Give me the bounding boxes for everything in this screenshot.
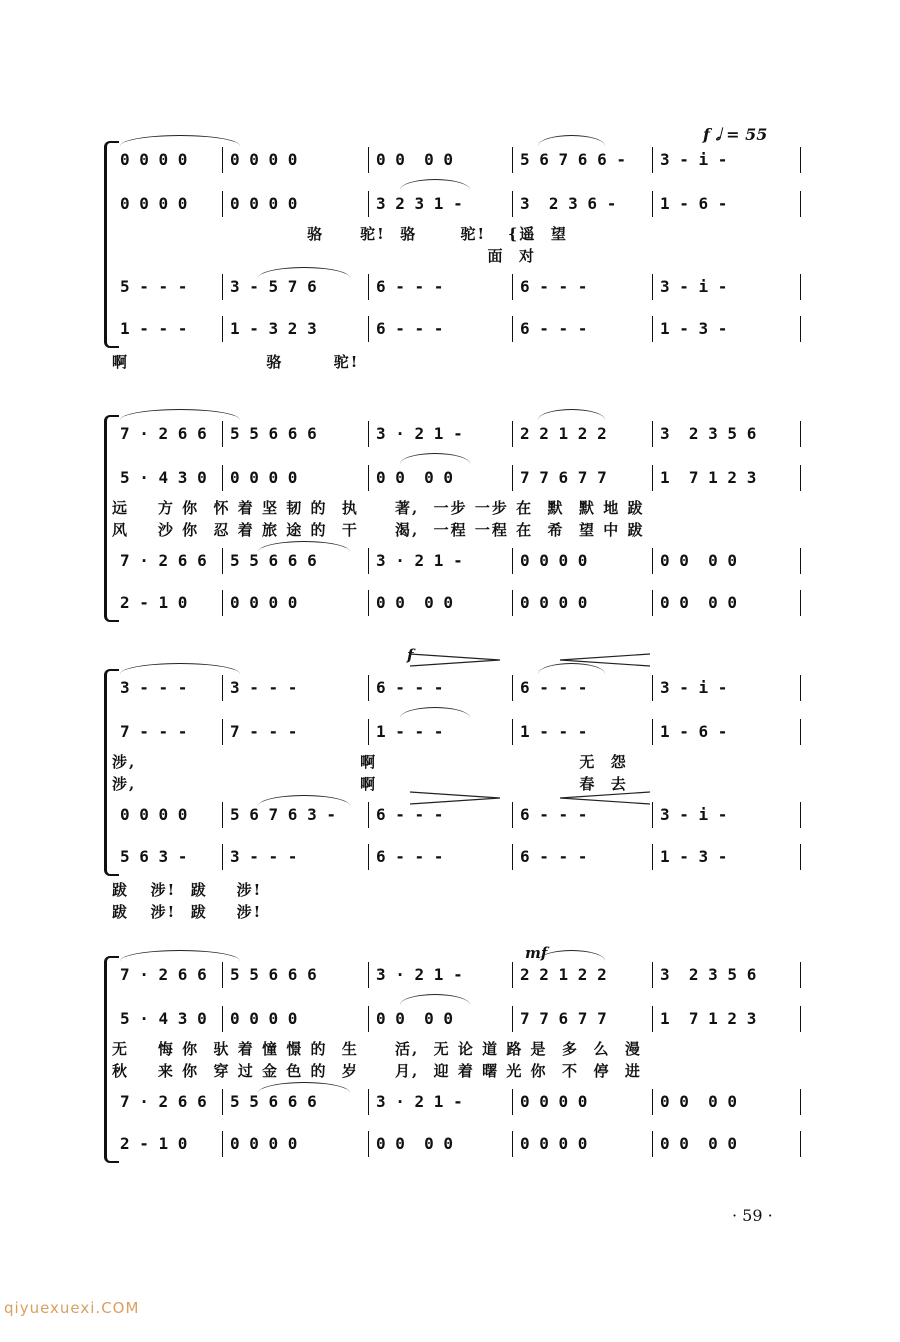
staff-row [0,461,757,495]
measure: 5 5 6 6 6 [230,424,317,443]
staff-row [0,1085,738,1119]
barline [652,147,653,173]
measure: 5 6 3 - [120,847,188,866]
barline [512,675,513,701]
measure: 0 0 0 0 [376,1134,454,1153]
barline [800,465,801,491]
barline [512,844,513,870]
lyric-line: 远 方 你 怀 着 坚 韧 的 执 著, 一步 一步 在 默 默 地 跋 [112,499,645,517]
measure: 3 - 5 7 6 [230,277,317,296]
slur [120,135,240,146]
barline [512,191,513,217]
measure: 1 - 6 - [660,722,728,741]
measure: 0 0 0 0 [660,1134,738,1153]
staff-row [0,840,728,874]
barline [800,147,801,173]
staff-row [0,671,728,705]
measure: 3 - i - [660,277,728,296]
slur [400,994,470,1005]
staff-row [0,312,728,346]
barline [800,421,801,447]
barline [512,962,513,988]
measure: 0 0 0 0 [520,551,588,570]
measure: 2 - 1 0 [120,1134,188,1153]
barline [368,316,369,342]
measure: 6 - - - [520,277,588,296]
barline [512,548,513,574]
measure: 0 0 0 0 [120,805,188,824]
barline [652,802,653,828]
measure: 0 0 0 0 [376,593,454,612]
lyric-line: 面 对 [112,247,536,265]
staff-row [0,417,757,451]
lyric-line: 跋 涉! 跋 涉! [112,881,263,899]
slur [538,950,605,961]
measure: 0 0 0 0 [120,194,188,213]
barline [800,802,801,828]
staff-row [0,1002,757,1036]
barline [368,962,369,988]
barline [368,421,369,447]
measure: 5 · 4 3 0 [120,1009,207,1028]
measure: 3 · 2 1 - [376,551,463,570]
measure: 6 - - - [376,805,444,824]
lyric-line: 涉, 啊 春 去 [112,775,628,793]
barline [800,590,801,616]
barline [652,548,653,574]
measure: 5 5 6 6 6 [230,551,317,570]
barline [222,802,223,828]
barline [368,802,369,828]
barline [652,1089,653,1115]
barline [368,1089,369,1115]
barline [512,1131,513,1157]
measure: 0 0 0 0 [230,468,298,487]
measure: 1 - 6 - [660,194,728,213]
barline [222,1131,223,1157]
lyric-line: 啊 骆 驼! [112,353,360,371]
measure: 6 - - - [520,319,588,338]
dynamic-forte: f [407,646,414,664]
slur [258,1082,350,1093]
lyric-line: 秋 来 你 穿 过 金 色 的 岁 月, 迎 着 曙 光 你 不 停 进 [112,1062,642,1080]
measure: 0 0 0 0 [376,1009,454,1028]
staff-row [0,544,738,578]
staff-row [0,715,728,749]
slur [400,707,470,718]
barline [512,719,513,745]
slur [258,267,350,278]
barline [800,844,801,870]
lyric-line: 风 沙 你 忍 着 旅 途 的 干 渴, 一程 一程 在 希 望 中 跋 [112,521,645,539]
barline [222,590,223,616]
barline [368,719,369,745]
barline [652,962,653,988]
measure: 1 - - - [520,722,588,741]
barline [652,191,653,217]
barline [800,274,801,300]
measure: 0 0 0 0 [376,468,454,487]
measure: 0 0 0 0 [660,551,738,570]
measure: 0 0 0 0 [230,593,298,612]
barline [368,147,369,173]
measure: 1 - - - [120,319,188,338]
measure: 5 6 7 6 3 - [230,805,336,824]
tempo-value: = 55 [726,125,768,144]
barline [512,421,513,447]
barline [222,844,223,870]
measure: 7 7 6 7 7 [520,1009,607,1028]
measure: 0 0 0 0 [660,593,738,612]
staff-row [0,1127,738,1161]
barline [222,1006,223,1032]
measure: 6 - - - [376,847,444,866]
staff-row [0,958,757,992]
barline [368,274,369,300]
measure: 0 0 0 0 [376,150,454,169]
measure: 3 - i - [660,678,728,697]
measure: 1 7 1 2 3 [660,1009,757,1028]
measure: 3 - - - [120,678,188,697]
barline [800,1089,801,1115]
slur [258,541,350,552]
barline [368,590,369,616]
measure: 6 - - - [376,319,444,338]
measure: 1 7 1 2 3 [660,468,757,487]
measure: 3 - - - [230,678,298,697]
measure: 7 · 2 6 6 [120,551,207,570]
measure: 3 2 3 5 6 [660,424,757,443]
barline [222,719,223,745]
measure: 2 2 1 2 2 [520,424,607,443]
barline [222,147,223,173]
barline [222,191,223,217]
slur [400,453,470,464]
measure: 2 2 1 2 2 [520,965,607,984]
measure: 3 - i - [660,150,728,169]
dynamic-mezzoforte: mf [525,944,548,962]
barline [800,548,801,574]
tempo-marking [703,125,767,145]
slur [538,135,605,146]
barline [652,1006,653,1032]
lyric-line: 骆 驼! 骆 驼! {遥 望 [112,225,568,243]
measure: 3 · 2 1 - [376,965,463,984]
slur [538,409,605,420]
measure: 3 · 2 1 - [376,424,463,443]
barline [652,719,653,745]
half-note-icon: 𝅗𝅥 [715,125,721,144]
barline [222,962,223,988]
measure: 3 - i - [660,805,728,824]
measure: 7 7 6 7 7 [520,468,607,487]
barline [222,1089,223,1115]
measure: 2 - 1 0 [120,593,188,612]
barline [512,465,513,491]
tempo-dynamic: f [703,125,710,144]
measure: 3 2 3 5 6 [660,965,757,984]
barline [800,1131,801,1157]
barline [652,274,653,300]
barline [368,465,369,491]
measure: 5 - - - [120,277,188,296]
barline [222,274,223,300]
measure: 0 0 0 0 [520,593,588,612]
staff-row [0,187,728,221]
measure: 1 - 3 2 3 [230,319,317,338]
barline [652,421,653,447]
staff-row [0,586,738,620]
measure: 0 0 0 0 [660,1092,738,1111]
lyric-line: 无 悔 你 驮 着 憧 憬 的 生 活, 无 论 道 路 是 多 么 漫 [112,1040,642,1058]
measure: 7 · 2 6 6 [120,1092,207,1111]
measure: 0 0 0 0 [230,150,298,169]
barline [368,675,369,701]
measure: 7 - - - [230,722,298,741]
staff-row [0,270,728,304]
slur [120,663,240,674]
measure: 0 0 0 0 [120,150,188,169]
measure: 6 - - - [520,678,588,697]
measure: 0 0 0 0 [230,1009,298,1028]
barline [222,675,223,701]
barline [368,844,369,870]
barline [800,719,801,745]
lyric-line: 跋 涉! 跋 涉! [112,903,263,921]
barline [512,1089,513,1115]
barline [222,316,223,342]
measure: 6 - - - [520,805,588,824]
slur [120,409,240,420]
barline [512,147,513,173]
barline [512,590,513,616]
measure: 3 2 3 1 - [376,194,463,213]
measure: 3 - - - [230,847,298,866]
barline [800,316,801,342]
barline [652,1131,653,1157]
slur [258,795,350,806]
barline [652,675,653,701]
measure: 1 - 3 - [660,319,728,338]
measure: 6 - - - [520,847,588,866]
barline [800,675,801,701]
staff-row [0,143,728,177]
barline [222,465,223,491]
page-number: · 59 · [732,1206,773,1225]
measure: 1 - - - [376,722,444,741]
barline [652,465,653,491]
barline [652,316,653,342]
measure: 0 0 0 0 [230,194,298,213]
measure: 5 6 7 6 6 - [520,150,626,169]
measure: 1 - 3 - [660,847,728,866]
measure: 0 0 0 0 [520,1134,588,1153]
measure: 0 0 0 0 [520,1092,588,1111]
measure: 3 2 3 6 - [520,194,617,213]
barline [222,421,223,447]
barline [652,590,653,616]
measure: 6 - - - [376,678,444,697]
barline [800,191,801,217]
barline [512,274,513,300]
barline [512,316,513,342]
lyric-line: 涉, 啊 无 怨 [112,753,628,771]
barline [800,1006,801,1032]
measure: 5 · 4 3 0 [120,468,207,487]
slur [120,950,240,961]
measure: 5 5 6 6 6 [230,1092,317,1111]
barline [512,1006,513,1032]
measure: 7 · 2 6 6 [120,424,207,443]
measure: 5 5 6 6 6 [230,965,317,984]
measure: 6 - - - [376,277,444,296]
measure: 3 · 2 1 - [376,1092,463,1111]
barline [368,548,369,574]
slur [400,179,470,190]
measure: 7 · 2 6 6 [120,965,207,984]
barline [222,548,223,574]
barline [368,191,369,217]
barline [652,844,653,870]
barline [800,962,801,988]
barline [368,1006,369,1032]
watermark: qiyuexuexi.COM [4,1299,140,1317]
measure: 7 - - - [120,722,188,741]
barline [368,1131,369,1157]
measure: 0 0 0 0 [230,1134,298,1153]
